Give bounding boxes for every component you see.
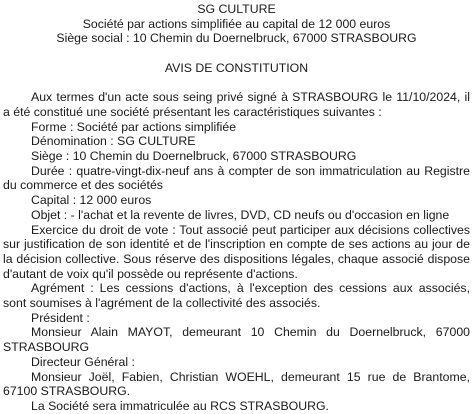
agrement-paragraph: Agrément : Les cessions d'actions, à l'exception des cessions aux associés, sont soumises à l'agrément de la collectivité des associés. [3,281,470,311]
duree-paragraph: Durée : quatre-vingt-dix-neuf ans à compter de son immatriculation au Registre du commerce et des sociétés [3,163,470,193]
director-general-paragraph: Monsieur Joël, Fabien, Christian WOEHL, demeurant 15 rue de Brantome, 67100 STRASBOURG. [3,369,470,399]
capital-line: Capital : 12 000 euros [31,193,152,208]
objet-line: Objet : - l'achat et la revente de livres, DVD, CD neufs ou d'occasion en ligne [31,207,450,222]
president-label: Président : [31,310,90,325]
company-type: Société par actions simplifiée au capital de 12 000 euros [82,16,391,31]
company-name: SG CULTURE [197,2,276,16]
vote-paragraph: Exercice du droit de vote : Tout associé peut participer aux décisions collectives sur justification de son identité et de l'inscription en compte de ses actions au jour de la décision collective. Sous réserve des dispositions légales, chaque associé dispose d'autant de voix qu'il possède ou représente d'actions. [3,222,470,281]
president-paragraph: Monsieur Alain MAYOT, demeurant 10 Chemin du Doernelbruck, 67000 STRASBOURG [3,325,470,355]
registered-office: Siège social : 10 Chemin du Doernelbruck, 67000 STRASBOURG [56,31,417,46]
denomination-line: Dénomination : SG CULTURE [31,134,196,149]
intro-paragraph: Aux termes d'un acte sous seing privé signé à STRASBOURG le 11/10/2024, il a été constitué une société présentant les caractéristiques suivantes : [3,90,470,119]
spacer [3,46,470,61]
forme-line: Forme : Société par actions simplifiée [31,119,237,134]
siege-line: Siège : 10 Chemin du Doernelbruck, 67000 STRASBOURG [31,149,357,163]
spacer [3,76,470,91]
rcs-line: La Société sera immatriculée au RCS STRASBOURG. [31,398,329,413]
notice-title: AVIS DE CONSTITUTION [164,60,309,75]
director-general-label: Directeur Général : [31,354,135,369]
